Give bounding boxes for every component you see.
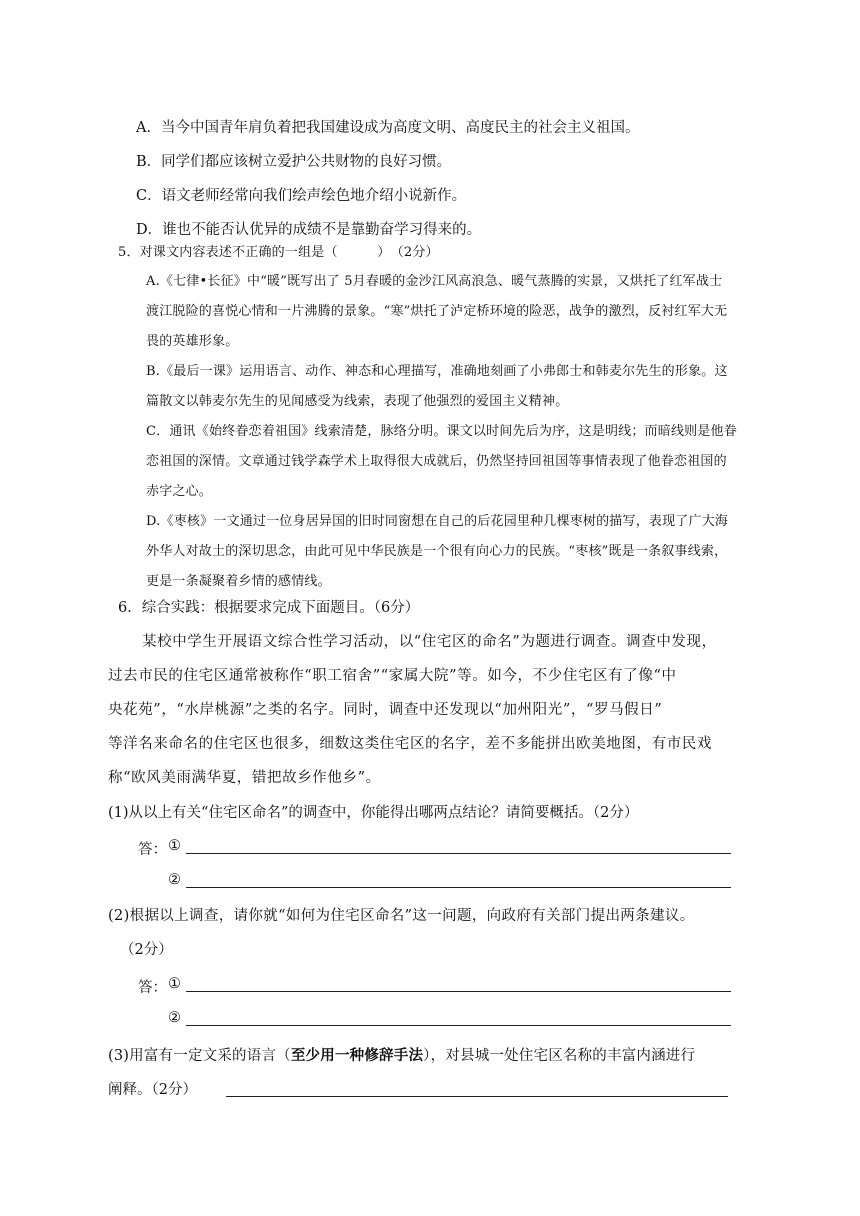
q5-line: A.《七律•长征》中“暖”既写出了 5月春暖的金沙江风高浪急、暖气蒸腾的实景，又烘托了红军战士 [146, 274, 723, 289]
answer-line-4[interactable] [186, 1025, 731, 1026]
q6-sub3-line2: 阐释。（2分） [108, 1082, 197, 1098]
q5-line: C．通讯《始终眷恋着祖国》线索清楚，脉络分明。课文以时间先后为序，这是明线；而暗线则是他眷 [146, 424, 737, 439]
q6-passage-line: 等洋名来命名的住宅区也很多，细数这类住宅区的名字，差不多能拼出欧美地图，有市民戏 [108, 736, 712, 752]
q5-line: 篇散文以韩麦尔先生的见闻感受为线索，表现了他强烈的爱国主义精神。 [146, 394, 569, 409]
q5-line: 恋祖国的深情。文章通过钱学森学术上取得很大成就后，仍然坚持回祖国等事情表现了他眷恋祖国的 [146, 454, 727, 469]
answer-label: 答： [138, 980, 167, 996]
q6-sub1: (1)从以上有关“住宅区命名”的调查中，你能得出哪两点结论？请简要概括。（2分） [108, 805, 639, 821]
q5-line: D.《枣核》一文通过一位身居异国的旧时同窗想在自己的后花园里种几棵枣树的描写，表现了广大海 [146, 514, 729, 529]
q5-line: 渡江脱险的喜悦心情和一片沸腾的景象。“寒”烘托了泸定桥环境的险恶，战争的激烈，反衬红军大无 [146, 304, 728, 319]
q6-passage-line: 央花苑”，“水岸桃源”之类的名字。同时，调查中还发现以“加州阳光”，“罗马假日” [108, 702, 663, 718]
answer-line-2[interactable] [186, 887, 731, 888]
answer-mark-1: ① [168, 976, 181, 992]
answer-mark-2: ② [168, 1010, 181, 1026]
q6-sub2-points: （2分） [120, 942, 173, 958]
q6-passage-line: 称“欧风美雨满华夏，错把故乡作他乡”。 [108, 770, 381, 786]
q4-option-b: B．同学们都应该树立爱护公共财物的良好习惯。 [136, 154, 452, 170]
answer-mark-1: ① [168, 838, 181, 854]
answer-line-1[interactable] [186, 853, 731, 854]
q6-passage-line: 某校中学生开展语文综合性学习活动，以“住宅区的命名”为题进行调查。调查中发现， [142, 634, 717, 650]
q4-option-a: A．当今中国青年肩负着把我国建设成为高度文明、高度民主的社会主义祖国。 [136, 120, 640, 136]
q5-line: 畏的英雄形象。 [146, 334, 239, 349]
answer-mark-2: ② [168, 872, 181, 888]
q6-sub2: (2)根据以上调查，请你就“如何为住宅区命名”这一问题，向政府有关部门提出两条建议。 [108, 908, 695, 924]
q5-line: 更是一条凝聚着乡情的感情线。 [146, 574, 331, 589]
q6-stem: 6．综合实践：根据要求完成下面题目。（6分） [118, 600, 420, 616]
q5-stem: 5．对课文内容表述不正确的一组是（ ） （2分） [118, 245, 439, 260]
answer-line-5[interactable] [226, 1096, 728, 1097]
q6-sub3 [108, 1046, 695, 1066]
q4-option-c: C．语文老师经常向我们绘声绘色地介绍小说新作。 [136, 188, 467, 204]
q5-line: 赤字之心。 [146, 484, 213, 499]
q6-passage-line: 过去市民的住宅区通常被称作“职工宿舍”“家属大院”等。如今，不少住宅区有了像“中 [108, 668, 677, 684]
q5-line: B.《最后一课》运用语言、动作、神态和心理描写，准确地刻画了小弗郎士和韩麦尔先生的形象。这 [146, 364, 728, 379]
q6-sub3-emphasis: 至少用一种修辞手法 [290, 1047, 424, 1064]
q6-sub3-post: ），对县城一处住宅区名称的丰富内涵进行 [423, 1048, 696, 1064]
q4-option-d: D．谁也不能否认优异的成绩不是靠勤奋学习得来的。 [136, 222, 482, 238]
q6-sub3-pre: (3)用富有一定文采的语言（ [108, 1048, 291, 1064]
q5-line: 外华人对故土的深切思念，由此可见中华民族是一个很有向心力的民族。“枣核”既是一条叙事线索， [146, 544, 728, 559]
answer-label: 答： [138, 842, 167, 858]
answer-line-3[interactable] [186, 991, 731, 992]
